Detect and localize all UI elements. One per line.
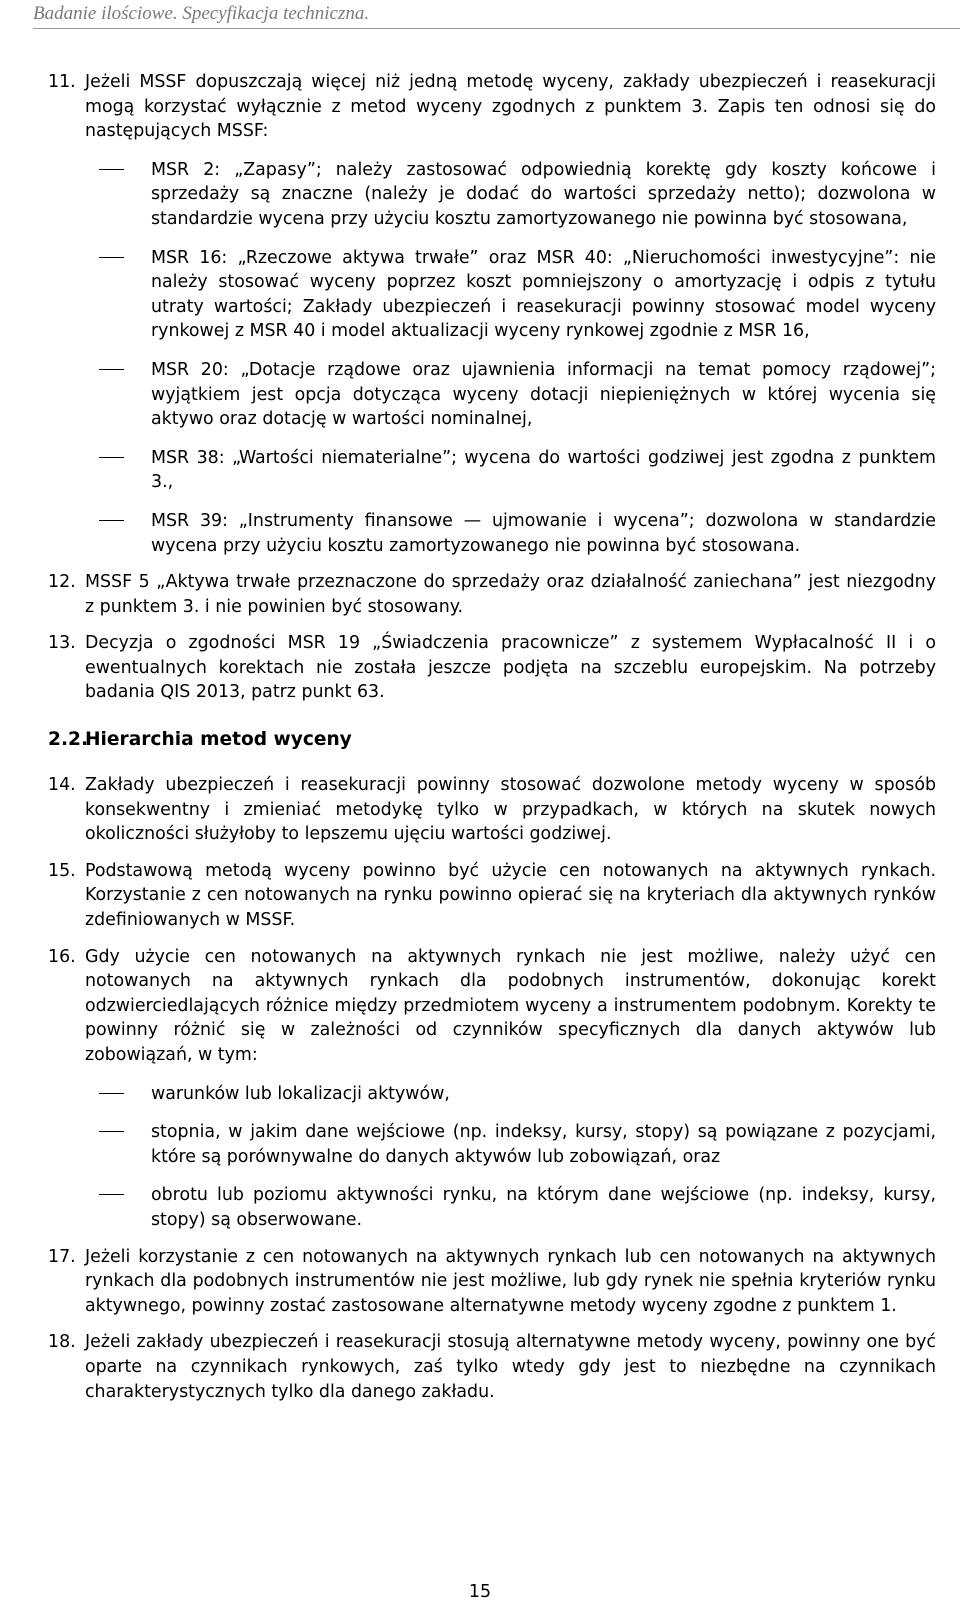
dash-item-text: MSR 2: „Zapasy”; należy zastosować odpowiednią korektę gdy koszty końcowe i sprzedaży są znaczne (należy je dodać do wartości sprzedaży netto); dozwolona w standardzie wycena przy użyciu kosztu zamortyzowanego nie powinna być stosowana, <box>151 159 936 229</box>
section-heading <box>48 727 936 753</box>
paragraph-number: 13. <box>48 633 76 654</box>
paragraph-number: 18. <box>48 1332 76 1353</box>
section-title: Hierarchia metod wyceny <box>85 729 352 751</box>
paragraph-number: 14. <box>48 775 76 796</box>
numbered-paragraph-16 <box>48 945 936 1233</box>
numbered-paragraph-13 <box>48 631 936 705</box>
dash-item <box>85 1082 936 1107</box>
numbered-paragraph-17 <box>48 1245 936 1319</box>
dash-item-text: obrotu lub poziomu aktywności rynku, na którym dane wejściowe (np. indeksy, kursy, stopy) są obserwowane. <box>151 1185 936 1230</box>
paragraph-number: 12. <box>48 572 76 593</box>
numbered-paragraph-12 <box>48 570 936 619</box>
paragraph-number: 17. <box>48 1246 76 1267</box>
page-number: 15 <box>468 1582 492 1602</box>
numbered-paragraph-15 <box>48 859 936 933</box>
dash-list <box>85 158 936 558</box>
numbered-paragraph-14 <box>48 773 936 847</box>
dash-item-text: MSR 16: „Rzeczowe aktywa trwałe” oraz MSR 40: „Nieruchomości inwestycyjne”: nie należy stosować wyceny poprzez koszt pomniejszony o amortyzację i odpis z tytułu utraty wartości; Zakłady ubezpieczeń i reasekuracji powinny stosować model wyceny rynkowej z MSR 40 i model aktualizacji wyceny rynkowej zgodnie z MSR 16, <box>151 247 936 342</box>
dash-bullet-icon <box>99 257 124 258</box>
dash-bullet-icon <box>99 369 124 370</box>
paragraph-text: Jeżeli zakłady ubezpieczeń i reasekuracji stosują alternatywne metody wyceny, powinny one być oparte na czynnikach rynkowych, zaś tylko wtedy gdy jest to niezbędne na czynnikach charakterystycznych tylko dla danego zakładu. <box>85 1332 936 1402</box>
paragraph-text: Decyzja o zgodności MSR 19 „Świadczenia pracownicze” z systemem Wypłacalność II i o ewentualnych korektach nie została jeszcze podjęta na szczeblu europejskim. Na potrzeby badania QIS 2013, patrz punkt 63. <box>85 633 936 703</box>
dash-item-text: MSR 20: „Dotacje rządowe oraz ujawnienia informacji na temat pomocy rządowej”; wyjątkiem jest opcja dotycząca wyceny dotacji niepieniężnych w której wycenia się aktywo oraz dotację w wartości nominalnej, <box>151 359 936 430</box>
dash-item <box>85 246 936 344</box>
dash-item <box>85 1183 936 1232</box>
document-body <box>48 70 936 1416</box>
paragraph-number: 15. <box>48 860 76 881</box>
dash-bullet-icon <box>99 520 124 521</box>
dash-bullet-icon <box>99 457 124 458</box>
dash-item <box>85 446 936 495</box>
paragraph-number: 16. <box>48 946 76 967</box>
paragraph-text: Jeżeli korzystanie z cen notowanych na aktywnych rynkach lub cen notowanych na aktywnych rynkach dla podobnych instrumentów nie jest możliwe, lub gdy rynek nie spełnia kryteriów rynku aktywnego, powinny zostać zastosowane alternatywne metody wyceny zgodne z punktem 1. <box>85 1246 936 1316</box>
dash-item-text: MSR 38: „Wartości niematerialne”; wycena do wartości godziwej jest zgodna z punktem 3., <box>151 447 936 493</box>
dash-item-text: warunków lub lokalizacji aktywów, <box>151 1083 450 1104</box>
dash-item-text: MSR 39: „Instrumenty finansowe — ujmowanie i wycena”; dozwolona w standardzie wycena przy użyciu kosztu zamortyzowanego nie powinna być stosowana. <box>151 510 936 556</box>
dash-item <box>85 158 936 232</box>
dash-item-text: stopnia, w jakim dane wejściowe (np. indeksy, kursy, stopy) są powiązane z pozycjami, które są porównywalne do danych aktywów lub zobowiązań, oraz <box>151 1122 936 1167</box>
dash-item <box>85 1120 936 1169</box>
dash-bullet-icon <box>99 169 124 170</box>
paragraph-text: Podstawową metodą wyceny powinno być użycie cen notowanych na aktywnych rynkach. Korzystanie z cen notowanych na rynku powinno opierać się na kryteriach dla aktywnych rynków zdefiniowanych w MSSF. <box>85 860 936 931</box>
dash-list <box>85 1082 936 1233</box>
header-rule <box>33 28 960 29</box>
dash-item <box>85 509 936 558</box>
dash-item <box>85 358 936 432</box>
section-number: 2.2. <box>48 729 89 751</box>
numbered-paragraph-11 <box>48 70 936 558</box>
paragraph-text: Gdy użycie cen notowanych na aktywnych rynkach nie jest możliwe, należy użyć cen notowanych na aktywnych rynkach dla podobnych instrumentów, dokonując korekt odzwierciedlających różnice między przedmiotem wyceny a instrumentem podobnym. Korekty te powinny różnić się w zależności od czynników specyficznych dla danych aktywów lub zobowiązań, w tym: <box>85 946 936 1065</box>
dash-bullet-icon <box>99 1093 124 1094</box>
dash-bullet-icon <box>99 1194 124 1195</box>
paragraph-number: 11. <box>48 72 76 92</box>
paragraph-text: Zakłady ubezpieczeń i reasekuracji powinny stosować dozwolone metody wyceny w sposób konsekwentny i zmieniać metodykę tylko w przypadkach, w których na skutek nowych okoliczności służyłoby to lepszemu ujęciu wartości godziwej. <box>85 775 936 845</box>
numbered-paragraph-18 <box>48 1330 936 1404</box>
running-header: Badanie ilościowe. Specyfikacja techniczna. <box>33 3 370 24</box>
paragraph-text: Jeżeli MSSF dopuszczają więcej niż jedną metodę wyceny, zakłady ubezpieczeń i reasekuracji mogą korzystać wyłącznie z metod wyceny zgodnych z punktem 3. Zapis ten odnosi się do następujących MSSF: <box>85 72 936 142</box>
dash-bullet-icon <box>99 1131 124 1132</box>
paragraph-text: MSSF 5 „Aktywa trwałe przeznaczone do sprzedaży oraz działalność zaniechana” jest niezgodny z punktem 3. i nie powinien być stosowany. <box>85 572 936 617</box>
